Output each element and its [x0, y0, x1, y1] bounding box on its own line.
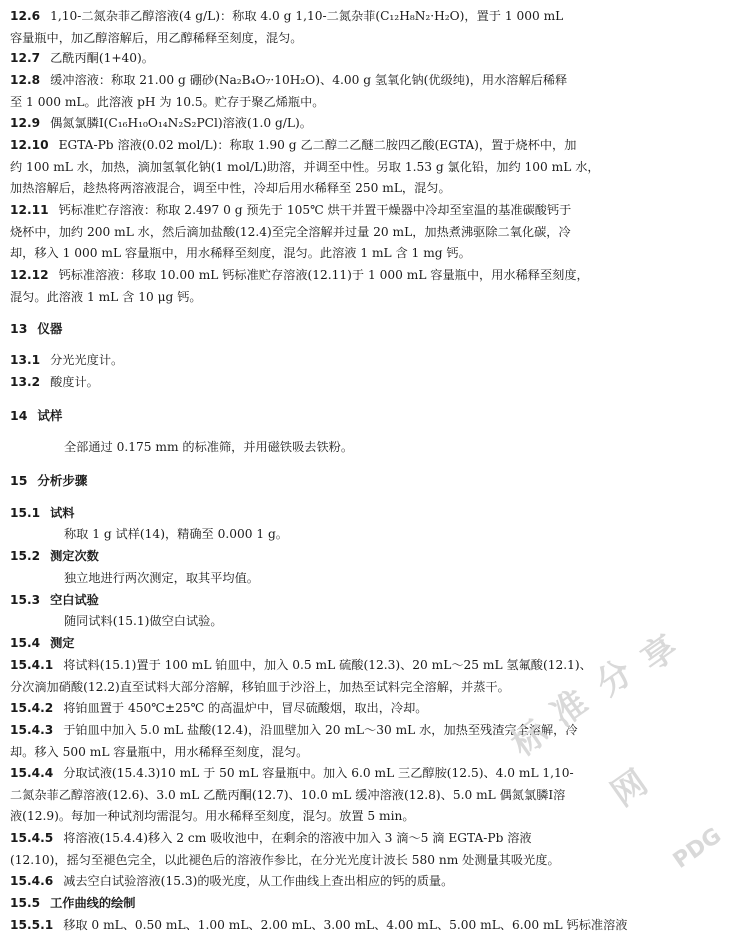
item-12-7	[10, 48, 745, 70]
step-15-4-6	[10, 871, 745, 893]
step-15-5-1	[10, 915, 745, 937]
section-15-2-text: 独立地进行两次测定，取其平均值。	[64, 571, 259, 585]
step-number: 15.4.1	[10, 658, 54, 672]
item-line: EGTA-Pb 溶液(0.02 mol/L)：称取 1.90 g 乙二醇二乙醚二胺四乙酸(EGTA)，置于烧杯中，加	[58, 138, 577, 152]
section-number: 13	[10, 321, 28, 336]
step-15-4-1	[10, 652, 745, 705]
item-12-9	[10, 113, 745, 135]
step-line: 移取 0 mL、0.50 mL、1.00 mL、2.00 mL、3.00 mL、4.00 mL、5.00 mL、6.00 mL 钙标准溶液	[63, 918, 628, 932]
item-number: 13.1	[10, 353, 41, 367]
step-15-4-4	[10, 763, 745, 828]
item-number: 15.3	[10, 593, 41, 607]
step-line: 分取试液(15.4.3)10 mL 于 50 mL 容量瓶中。加入 6.0 mL 三乙醇胺(12.5)、4.0 mL 1,10-	[63, 766, 574, 780]
item-line: 却，移入 1 000 mL 容量瓶中，用水稀释至刻度，混匀。此溶液 1 mL 含 1 mg 钙。	[10, 246, 471, 260]
step-line: 于铂皿中加入 5.0 mL 盐酸(12.4)，沿皿壁加入 20 mL～30 mL 水，加热至残渣完全溶解，冷	[63, 723, 578, 737]
item-number: 12.11	[10, 203, 49, 217]
item-title: 测定	[50, 636, 75, 650]
section-15-1-heading	[10, 503, 745, 525]
step-number: 15.4.4	[10, 766, 54, 780]
item-number: 12.10	[10, 138, 49, 152]
item-text: 分光光度计。	[50, 353, 124, 367]
item-number: 15.4	[10, 636, 41, 650]
section-title: 仪器	[37, 321, 63, 336]
section-15-5-heading	[10, 893, 745, 915]
item-12-8	[10, 70, 745, 113]
item-12-10	[10, 135, 745, 200]
watermark-char: 标	[504, 712, 556, 765]
step-15-4-3	[10, 712, 745, 765]
item-number: 12.7	[10, 51, 41, 65]
section-15-1-text: 称取 1 g 试样(14)，精确至 0.000 1 g。	[64, 527, 288, 541]
item-title: 工作曲线的绘制	[50, 896, 136, 910]
step-number: 15.4.3	[10, 723, 54, 737]
section-13-heading	[10, 318, 745, 340]
item-number: 15.5	[10, 896, 41, 910]
step-line: 将铂皿置于 450℃±25℃ 的高温炉中，冒尽硫酸烟，取出，冷却。	[63, 701, 428, 715]
step-line: 将试料(15.1)置于 100 mL 铂皿中，加入 0.5 mL 硫酸(12.3)、20 mL～25 mL 氢氟酸(12.1)、	[63, 658, 592, 672]
watermark-char: 分	[589, 652, 641, 705]
step-number: 15.5.1	[10, 918, 54, 932]
item-12-11	[10, 200, 745, 265]
item-line: 缓冲溶液：称取 21.00 g 硼砂(Na₂B₄O₇·10H₂O)、4.00 g 氢氧化钠(优级纯)，用水溶解后稀释	[50, 73, 568, 87]
item-12-12	[10, 265, 745, 308]
step-line: 分次滴加硝酸(12.2)直至试料大部分溶解，移铂皿于沙浴上，加热至试料完全溶解，并蒸干。	[10, 679, 510, 694]
watermark-tag: PDG	[668, 823, 727, 874]
item-number: 12.6	[10, 9, 41, 23]
step-line: 将溶液(15.4.4)移入 2 cm 吸收池中，在剩余的溶液中加入 3 滴～5 滴 EGTA-Pb 溶液	[63, 831, 532, 845]
item-line: 至 1 000 mL。此溶液 pH 为 10.5。贮存于聚乙烯瓶中。	[10, 94, 325, 109]
item-line: 混匀。此溶液 1 mL 含 10 μg 钙。	[10, 289, 202, 304]
item-number: 12.12	[10, 268, 49, 282]
step-line: 二氮杂菲乙醇溶液(12.6)、3.0 mL 乙酰丙酮(12.7)、10.0 mL 缓冲溶液(12.8)、5.0 mL 偶氮氯膦Ⅰ溶	[10, 787, 566, 802]
item-line: 1,10-二氮杂菲乙醇溶液(4 g/L)：称取 4.0 g 1,10-二氮杂菲(C₁₂H₈N₂·H₂O)，置于 1 000 mL	[50, 9, 564, 23]
section-15-heading	[10, 470, 745, 492]
step-line: (12.10)，摇匀至褪色完全，以此褪色后的溶液作参比，在分光光度计波长 580 nm 处测量其吸光度。	[10, 852, 560, 867]
section-15-4-heading	[10, 633, 745, 655]
section-14-heading	[10, 405, 745, 427]
item-line: 加热溶解后，趁热将两溶液混合，调至中性，冷却后用水稀释至 250 mL，混匀。	[10, 181, 451, 195]
item-13-1	[10, 350, 745, 372]
item-number: 15.2	[10, 549, 41, 563]
item-line: 乙酰丙酮(1+40)。	[50, 51, 154, 65]
item-number: 15.1	[10, 506, 41, 520]
item-line: 烧杯中，加约 200 mL 水，然后滴加盐酸(12.4)至完全溶解并过量 20 mL，加热煮沸驱除二氧化碳，冷	[10, 224, 571, 239]
item-number: 13.2	[10, 375, 41, 389]
step-number: 15.4.2	[10, 701, 54, 715]
item-number: 12.8	[10, 73, 41, 87]
section-title: 试样	[37, 408, 63, 423]
item-line: 容量瓶中，加乙醇溶解后，用乙醇稀释至刻度，混匀。	[10, 30, 303, 45]
watermark-char: 享	[634, 627, 686, 680]
step-number: 15.4.5	[10, 831, 54, 845]
step-line: 液(12.9)。每加一种试剂均需混匀。用水稀释至刻度，混匀。放置 5 min。	[10, 809, 415, 823]
step-15-4-5	[10, 828, 745, 871]
watermark-char: 网	[604, 762, 656, 815]
item-title: 测定次数	[50, 549, 99, 563]
section-number: 15	[10, 473, 28, 488]
item-line: 钙标准溶液：移取 10.00 mL 钙标准贮存溶液(12.11)于 1 000 mL 容量瓶中，用水稀释至刻度，	[58, 268, 589, 282]
item-text: 酸度计。	[50, 375, 99, 389]
item-13-2	[10, 372, 745, 394]
item-12-6	[10, 6, 745, 49]
watermark-char: 准	[544, 682, 596, 735]
item-line: 钙标准贮存溶液：称取 2.497 0 g 预先于 105℃ 烘干并置干燥器中冷却至室温的基准碳酸钙于	[58, 203, 572, 217]
section-14-text: 全部通过 0.175 mm 的标准筛，并用磁铁吸去铁粉。	[64, 440, 354, 454]
step-line: 减去空白试验溶液(15.3)的吸光度，从工作曲线上查出相应的钙的质量。	[63, 874, 454, 888]
section-15-2-heading	[10, 546, 745, 568]
item-number: 12.9	[10, 116, 41, 130]
step-number: 15.4.6	[10, 874, 54, 888]
item-title: 空白试验	[50, 593, 99, 607]
item-line: 约 100 mL 水，加热，滴加氢氧化钠(1 mol/L)助溶，并调至中性。另取 1.53 g 氯化铅，加约 100 mL 水，	[10, 159, 600, 174]
section-title: 分析步骤	[37, 473, 88, 488]
step-line: 却。移入 500 mL 容量瓶中，用水稀释至刻度，混匀。	[10, 744, 309, 759]
section-15-3-text: 随同试料(15.1)做空白试验。	[64, 614, 223, 628]
section-number: 14	[10, 408, 28, 423]
item-line: 偶氮氯膦Ⅰ(C₁₆H₁₀O₁₄N₂S₂PCl)溶液(1.0 g/L)。	[50, 116, 312, 130]
step-15-4-2	[10, 698, 745, 720]
section-15-3-heading	[10, 590, 745, 612]
item-title: 试料	[50, 506, 75, 520]
